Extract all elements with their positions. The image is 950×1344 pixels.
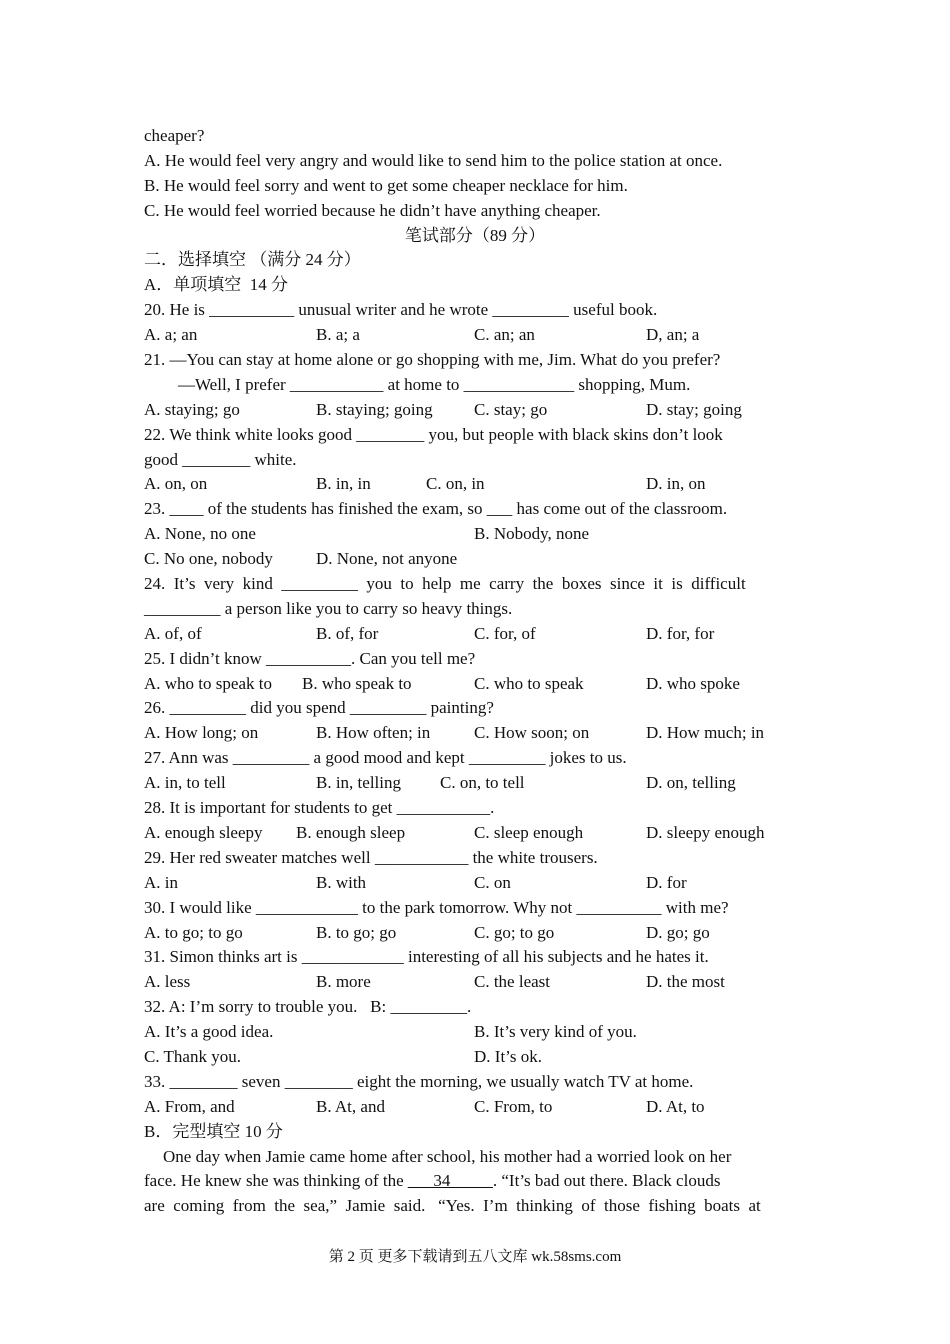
option: A. less — [144, 972, 191, 992]
option: B. more — [316, 972, 371, 992]
question-22: 22. We think white looks good ________ you, but people with black skins don’t look — [144, 424, 723, 444]
option: D. At, to — [646, 1096, 705, 1116]
options-26 — [144, 721, 806, 746]
passage-text: . “It’s bad out there. Black clouds — [492, 1171, 721, 1191]
options-29 — [144, 871, 806, 896]
option: D. None, not anyone — [316, 549, 458, 569]
option: B. Nobody, none — [474, 524, 590, 544]
options-20 — [144, 323, 806, 348]
options-21 — [144, 398, 806, 423]
passage-line: are coming from the sea,” Jamie said. “Yes. I’m thinking of those fishing boats at — [144, 1196, 761, 1216]
option: C. on, to tell — [440, 773, 525, 793]
part-heading: 二．选择填空 （满分 24 分） — [144, 250, 361, 270]
part-heading: B．完型填空 10 分 — [144, 1121, 283, 1141]
option: A. enough sleepy — [144, 822, 263, 842]
options-22 — [144, 472, 806, 497]
option: B. At, and — [316, 1096, 385, 1116]
passage-line — [144, 1169, 806, 1194]
options-28 — [144, 821, 806, 846]
option: C. From, to — [474, 1096, 553, 1116]
option: A. to go; to go — [144, 922, 243, 942]
question-25: 25. I didn’t know __________. Can you tell me? — [144, 648, 476, 668]
option: C. for, of — [474, 623, 536, 643]
option: B. How often; in — [316, 723, 431, 743]
question-21: 21. —You can stay at home alone or go shopping with me, Jim. What do you prefer? — [144, 350, 721, 370]
option: C. on — [474, 872, 511, 892]
options-32a — [144, 1020, 806, 1045]
question-27: 27. Ann was _________ a good mood and kept _________ jokes to us. — [144, 748, 627, 768]
option: C. No one, nobody — [144, 549, 273, 569]
option: A. in, to tell — [144, 773, 226, 793]
option: C. Thank you. — [144, 1046, 241, 1066]
option: D. on, telling — [646, 773, 736, 793]
option: D. who spoke — [646, 673, 740, 693]
option: D, an; a — [646, 325, 700, 345]
option: C. who to speak — [474, 673, 584, 693]
question-29: 29. Her red sweater matches well ___________ the white trousers. — [144, 847, 598, 867]
options-25 — [144, 672, 806, 697]
options-32b — [144, 1045, 806, 1070]
passage-line: One day when Jamie came home after school, his mother had a worried look on her — [163, 1146, 732, 1166]
option: B. who speak to — [302, 673, 412, 693]
text-line: cheaper? — [144, 126, 205, 145]
passage-text: face. He knew she was thinking of the — [144, 1171, 408, 1191]
option: B. in, in — [316, 474, 371, 494]
option: B. in, telling — [316, 773, 401, 793]
option: B. It’s very kind of you. — [474, 1022, 637, 1042]
option: D. for, for — [646, 623, 715, 643]
option: B. of, for — [316, 623, 379, 643]
question-24: 24. It’s very kind _________ you to help me carry the boxes since it is difficult — [144, 574, 746, 594]
option: D. stay; going — [646, 399, 742, 419]
question-22-cont: good ________ white. — [144, 449, 297, 469]
options-33 — [144, 1095, 806, 1120]
option: D. for — [646, 872, 687, 892]
option: C. sleep enough — [474, 822, 584, 842]
option: A. How long; on — [144, 723, 259, 743]
question-20: 20. He is __________ unusual writer and he wrote _________ useful book. — [144, 300, 658, 320]
question-28: 28. It is important for students to get ___________. — [144, 798, 495, 818]
question-23: 23. ____ of the students has finished the exam, so ___ has come out of the classroom. — [144, 499, 728, 519]
option: C. the least — [474, 972, 551, 992]
option: D. How much; in — [646, 723, 765, 743]
question-30: 30. I would like ____________ to the park tomorrow. Why not __________ with me? — [144, 897, 729, 917]
options-30 — [144, 921, 806, 946]
question-32: 32. A: I’m sorry to trouble you. B: _________. — [144, 997, 472, 1017]
option: C. stay; go — [474, 399, 548, 419]
option-line: C. He would feel worried because he didn’t have anything cheaper. — [144, 200, 601, 220]
option: A. It’s a good idea. — [144, 1022, 274, 1042]
document-page — [144, 124, 806, 1219]
section-title: 笔试部分（89 分） — [404, 225, 546, 245]
option: A. staying; go — [144, 399, 240, 419]
option-line: B. He would feel sorry and went to get some cheaper necklace for him. — [144, 175, 628, 195]
option: A. None, no one — [144, 524, 256, 544]
question-33: 33. ________ seven ________ eight the morning, we usually watch TV at home. — [144, 1071, 694, 1091]
option: A. a; an — [144, 325, 198, 345]
option: B. staying; going — [316, 399, 433, 419]
option-line: A. He would feel very angry and would like to send him to the police station at once. — [144, 150, 723, 170]
option: C. go; to go — [474, 922, 555, 942]
option: B. enough sleep — [296, 822, 406, 842]
option: C. How soon; on — [474, 723, 590, 743]
option: B. a; a — [316, 325, 360, 345]
question-31: 31. Simon thinks art is ____________ interesting of all his subjects and he hates it. — [144, 947, 709, 967]
options-27 — [144, 771, 806, 796]
option: B. to go; go — [316, 922, 397, 942]
options-31 — [144, 970, 806, 995]
options-23b — [144, 547, 806, 572]
page-footer: 第 2 页 更多下载请到五八文库 wk.58sms.com — [328, 1249, 622, 1265]
options-24 — [144, 622, 806, 647]
option: C. an; an — [474, 325, 535, 345]
option: D. It’s ok. — [474, 1046, 542, 1066]
option: D. go; go — [646, 922, 710, 942]
part-heading: A．单项填空 14 分 — [144, 275, 289, 295]
option: A. From, and — [144, 1096, 235, 1116]
option: C. on, in — [426, 474, 485, 494]
option: B. with — [316, 872, 367, 892]
option: A. in — [144, 872, 178, 892]
question-24-cont: _________ a person like you to carry so heavy things. — [144, 598, 513, 618]
option: A. of, of — [144, 623, 202, 643]
option: D. in, on — [646, 474, 706, 494]
question-21-reply: —Well, I prefer ___________ at home to _____________ shopping, Mum. — [178, 374, 691, 394]
options-23a — [144, 522, 806, 547]
blank-34: ___34_____ — [407, 1171, 493, 1191]
option: D. the most — [646, 972, 725, 992]
option: A. who to speak to — [144, 673, 272, 693]
question-26: 26. _________ did you spend _________ painting? — [144, 698, 494, 718]
option: D. sleepy enough — [646, 822, 765, 842]
option: A. on, on — [144, 474, 208, 494]
